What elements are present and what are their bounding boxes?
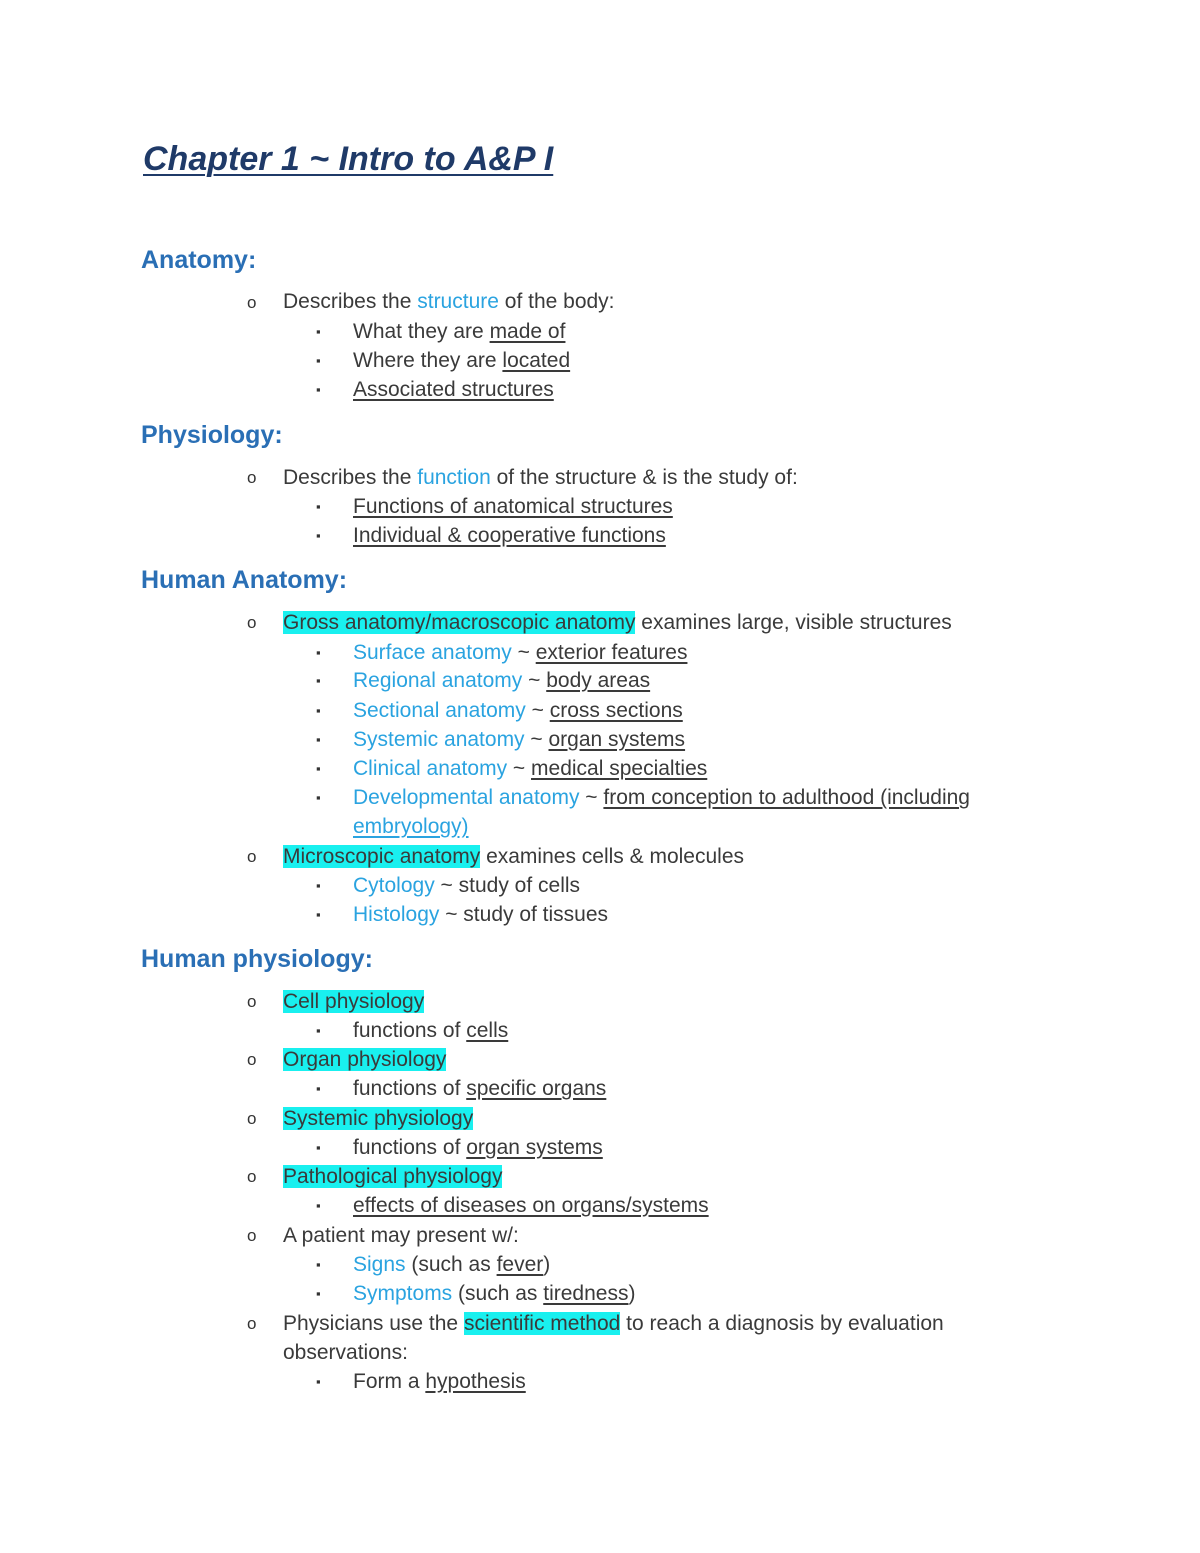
term: structure (417, 290, 499, 313)
square-bullet-icon: ▪ (316, 499, 321, 514)
list-item: Form a hypothesis (353, 1370, 526, 1393)
list-item (283, 1046, 446, 1074)
list-item: Histology ~ study of tissues (353, 903, 609, 926)
circle-bullet-icon: o (247, 1167, 257, 1186)
square-bullet-icon: ▪ (316, 1374, 321, 1389)
highlighted-term: scientific method (463, 1312, 621, 1335)
list-item: A patient may present w/: (283, 1224, 519, 1247)
list-item (283, 1105, 473, 1133)
square-bullet-icon: ▪ (316, 324, 321, 339)
section-heading-anatomy: Anatomy: (141, 246, 257, 274)
square-bullet-icon: ▪ (316, 382, 321, 397)
list-item: Surface anatomy ~ exterior features (353, 641, 688, 664)
list-item: Individual & cooperative functions (353, 524, 666, 547)
list-item: Developmental anatomy ~ from conception to adulthood (including (353, 786, 970, 809)
square-bullet-icon: ▪ (316, 703, 321, 718)
list-item: functions of specific organs (353, 1077, 607, 1100)
list-item: Microscopic anatomy examines cells & molecules (283, 845, 745, 868)
highlighted-term: Cell physiology (283, 990, 425, 1013)
list-item: Sectional anatomy ~ cross sections (353, 699, 683, 722)
highlighted-term: Systemic physiology (283, 1107, 474, 1130)
highlighted-term: Pathological physiology (283, 1165, 503, 1188)
list-item: Describes the function of the structure & is the study of: (283, 466, 798, 489)
highlighted-term: Organ physiology (283, 1048, 447, 1071)
circle-bullet-icon: o (247, 293, 257, 312)
list-item: functions of cells (353, 1019, 509, 1042)
list-item: Associated structures (353, 378, 554, 401)
square-bullet-icon: ▪ (316, 1081, 321, 1096)
highlighted-term: Gross anatomy/macroscopic anatomy (283, 611, 636, 634)
list-item: Functions of anatomical structures (353, 495, 673, 518)
circle-bullet-icon: o (247, 1314, 257, 1333)
circle-bullet-icon: o (247, 992, 257, 1011)
circle-bullet-icon: o (247, 1050, 257, 1069)
list-item (283, 988, 424, 1016)
section-heading-human-physiology: Human physiology: (141, 945, 373, 973)
square-bullet-icon: ▪ (316, 907, 321, 922)
circle-bullet-icon: o (247, 468, 257, 487)
square-bullet-icon: ▪ (316, 528, 321, 543)
square-bullet-icon: ▪ (316, 645, 321, 660)
section-heading-physiology: Physiology: (141, 421, 283, 449)
list-item: Where they are located (353, 349, 571, 372)
list-item: Clinical anatomy ~ medical specialties (353, 757, 708, 780)
section-heading-human-anatomy: Human Anatomy: (141, 566, 348, 594)
circle-bullet-icon: o (247, 1109, 257, 1128)
list-item-continuation: embryology) (353, 815, 469, 838)
highlighted-term: Microscopic anatomy (283, 845, 481, 868)
list-item: Describes the structure of the body: (283, 290, 615, 313)
list-item: Gross anatomy/macroscopic anatomy examines large, visible structures (283, 611, 952, 634)
list-item (283, 1163, 502, 1191)
square-bullet-icon: ▪ (316, 673, 321, 688)
square-bullet-icon: ▪ (316, 761, 321, 776)
list-item: Physicians use the scientific method to reach a diagnosis by evaluation (283, 1312, 944, 1335)
square-bullet-icon: ▪ (316, 1140, 321, 1155)
square-bullet-icon: ▪ (316, 1286, 321, 1301)
list-item: Cytology ~ study of cells (353, 874, 581, 897)
list-item: What they are made of (353, 320, 566, 343)
square-bullet-icon: ▪ (316, 732, 321, 747)
list-item: Signs (such as fever) (353, 1253, 551, 1276)
square-bullet-icon: ▪ (316, 1257, 321, 1272)
square-bullet-icon: ▪ (316, 1198, 321, 1213)
circle-bullet-icon: o (247, 1226, 257, 1245)
list-item: Regional anatomy ~ body areas (353, 669, 651, 692)
list-item: Systemic anatomy ~ organ systems (353, 728, 686, 751)
list-item: functions of organ systems (353, 1136, 603, 1159)
square-bullet-icon: ▪ (316, 353, 321, 368)
square-bullet-icon: ▪ (316, 878, 321, 893)
list-item: effects of diseases on organs/systems (353, 1194, 709, 1217)
square-bullet-icon: ▪ (316, 1023, 321, 1038)
circle-bullet-icon: o (247, 847, 257, 866)
list-item: Symptoms (such as tiredness) (353, 1282, 636, 1305)
square-bullet-icon: ▪ (316, 790, 321, 805)
page-title: Chapter 1 ~ Intro to A&P I (143, 140, 554, 178)
list-item-continuation: observations: (283, 1341, 408, 1364)
circle-bullet-icon: o (247, 613, 257, 632)
term: function (417, 466, 491, 489)
